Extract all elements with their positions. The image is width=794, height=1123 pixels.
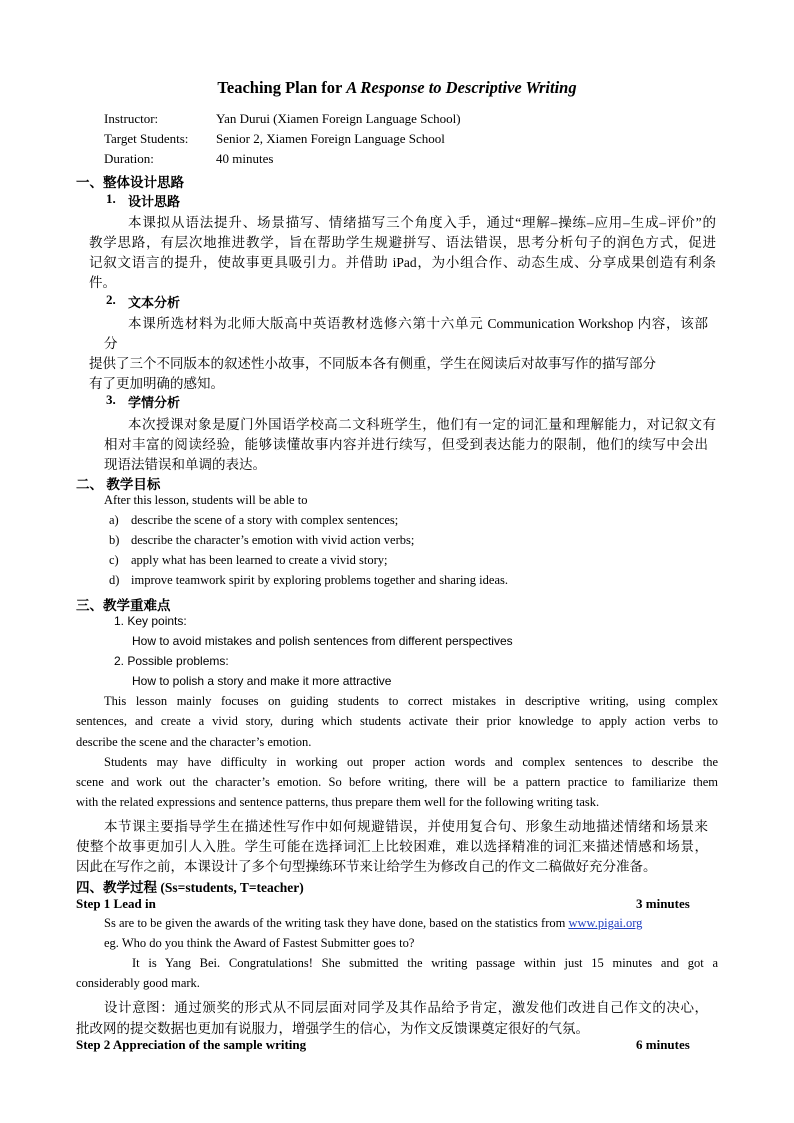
key-points-text: How to avoid mistakes and polish sentences from different perspectives [132,634,513,648]
list-item-mark: b) [109,533,120,547]
design-intent-line: 设计意图：通过颁奖的形式从不同层面对同学及其作品给予肯定，激发他们改进自己作文的决心， [104,1000,708,1015]
paragraph-line: 记叙文语言的提升，使故事更具吸引力。并借助 iPad，为小组合作、动态生成、分享成果创造有利条 [89,255,716,270]
info-label-target: Target Students: [104,131,189,146]
sub-2-title: 文本分析 [128,295,181,310]
paragraph-line: 本次授课对象是厦门外国语学校高二文科班学生，他们有一定的词汇量和理解能力，对记叙文有 [128,417,716,432]
info-value-duration: 40 minutes [216,151,274,166]
sub-1-number: 1. [106,191,116,206]
paragraph-line: 教学思路，有层次地推进教学，旨在帮助学生规避拼写、语法错误，思考分析句子的润色方式，促进 [89,235,716,250]
paragraph-line: 本课所选材料为北师大版高中英语教材选修六第十六单元 Communication Workshop 内容，该部 [128,316,708,331]
paragraph-line: scene and work out the character’s emotion. So before writing, there will be a pattern practice to familiarize them [76,775,718,789]
paragraph-line: 现语法错误和单调的表达。 [104,457,266,472]
paragraph-line: sentences, and create a vivid story, during which students activate their prior knowledge to apply action verbs to [76,714,718,728]
section-1-heading: 一、整体设计思路 [76,175,184,190]
step-1-question: eg. Who do you think the Award of Fastest Submitter goes to? [104,936,415,950]
list-item: apply what has been learned to create a vivid story; [131,553,388,567]
step-1-time: 3 minutes [636,896,690,911]
info-label-duration: Duration: [104,151,154,166]
step-1-line: Ss are to be given the awards of the writing task they have done, based on the statistics from www.pigai.org [104,916,643,930]
sub-2-number: 2. [106,292,116,307]
paragraph-line: This lesson mainly focuses on guiding students to correct mistakes in descriptive writing, using complex [104,694,718,708]
objectives-intro: After this lesson, students will be able to [104,493,308,507]
paragraph-line: with the related expressions and sentence patterns, thus prepare them well for the following writing task. [76,795,600,809]
info-label-instructor: Instructor: [104,111,159,126]
list-item: describe the scene of a story with complex sentences; [131,513,399,527]
section-4-heading: 四、教学过程 (Ss=students, T=teacher) [76,880,304,895]
document-title: Teaching Plan for A Response to Descriptive Writing [217,78,577,97]
paragraph-line: 相对丰富的阅读经验，能够读懂故事内容并进行续写，但受到表达能力的限制，他们的续写中会出 [104,437,708,452]
paragraph-line: 本课拟从语法提升、场景描写、情绪描写三个角度入手，通过“理解–操练–应用–生成–评价”的 [128,215,716,230]
sub-1-title: 设计思路 [128,194,181,209]
paragraph-line: 因此在写作之前，本课设计了多个句型操练环节来让给学生为修改自己的作文二稿做好充分准备。 [76,859,657,874]
paragraph-line: 提供了三个不同版本的叙述性小故事，不同版本各有侧重，学生在阅读后对故事写作的描写部分 [89,356,656,371]
paragraph-line: considerably good mark. [76,976,200,990]
list-item: improve teamwork spirit by exploring problems together and sharing ideas. [131,573,508,587]
paragraph-line: 有了更加明确的感知。 [89,376,224,391]
list-item-mark: a) [109,513,119,527]
step-2-time: 6 minutes [636,1037,690,1052]
design-intent-line: 批改网的提交数据也更加有说服力，增强学生的信心，为作文反馈课奠定很好的气氛。 [76,1021,589,1036]
section-3-heading: 三、教学重难点 [76,598,171,613]
step-2-title: Step 2 Appreciation of the sample writing [76,1037,307,1052]
paragraph-line: 本节课主要指导学生在描述性写作中如何规避错误，并使用复合句、形象生动地描述情绪和场景来 [104,819,708,834]
sub-3-number: 3. [106,392,116,407]
key-points-label: 1. Key points: [114,614,187,628]
info-value-instructor: Yan Durui (Xiamen Foreign Language School) [216,111,461,126]
paragraph-line: 使整个故事更加引人入胜。学生可能在选择词汇上比较困难，难以选择精准的词汇来描述情感和场景， [76,839,708,854]
paragraph-line: 件。 [89,275,116,290]
paragraph-line: It is Yang Bei. Congratulations! She submitted the writing passage within just 15 minutes and got a [132,956,718,970]
paragraph-line: Students may have difficulty in working out proper action words and complex sentences to describe the [104,755,718,769]
section-2-heading: 二、 教学目标 [76,477,161,492]
info-value-target: Senior 2, Xiamen Foreign Language School [216,131,445,146]
sub-3-title: 学情分析 [128,395,181,410]
possible-problems-text: How to polish a story and make it more attractive [132,674,392,688]
step-1-title: Step 1 Lead in [76,896,156,911]
possible-problems-label: 2. Possible problems: [114,654,229,668]
paragraph-line: describe the scene and the character’s emotion. [76,735,312,749]
pigai-link[interactable]: www.pigai.org [568,916,643,930]
paragraph-line: 分 [104,336,118,351]
list-item-mark: d) [109,573,120,587]
list-item: describe the character’s emotion with vivid action verbs; [131,533,415,547]
list-item-mark: c) [109,553,119,567]
